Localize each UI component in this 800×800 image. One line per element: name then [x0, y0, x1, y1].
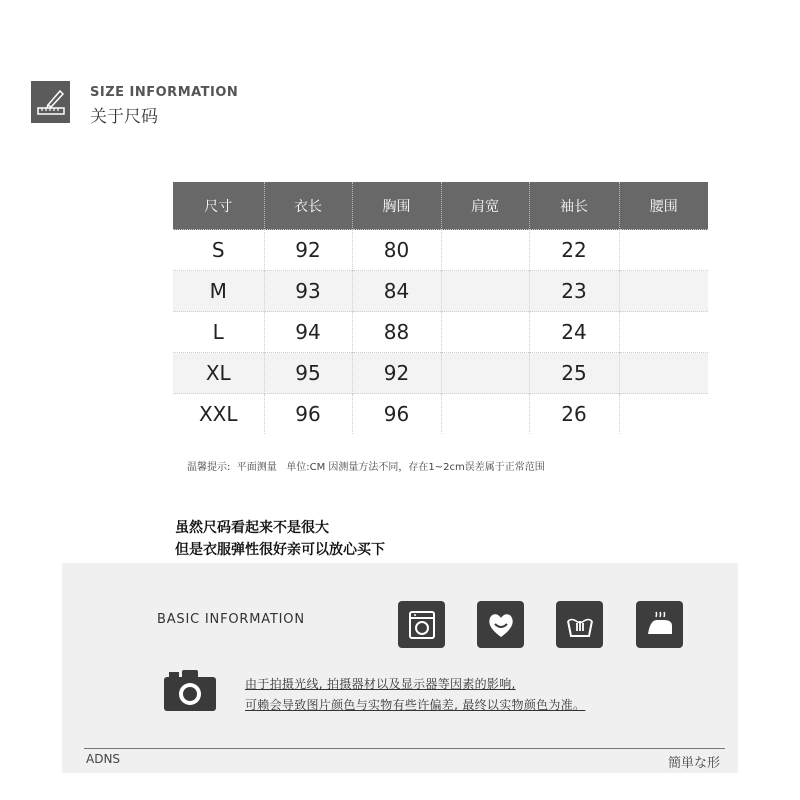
table-header-cell: 衣长: [264, 182, 352, 230]
camera-icon: [163, 668, 217, 716]
table-header-cell: 袖长: [529, 182, 619, 230]
ruler-pencil-icon: [31, 81, 70, 123]
table-header-cell: 腰围: [619, 182, 708, 230]
table-cell: 25: [529, 353, 619, 394]
table-cell: [619, 394, 708, 435]
table-cell: 24: [529, 312, 619, 353]
table-row: [173, 312, 708, 353]
table-cell: [441, 312, 529, 353]
table-cell: 22: [529, 230, 619, 271]
table-cell: XL: [173, 353, 264, 394]
footer-divider: [84, 748, 725, 749]
table-row: [173, 230, 708, 271]
table-cell: 26: [529, 394, 619, 435]
table-cell: L: [173, 312, 264, 353]
disclaimer-line-2: 可赖会导致图片颜色与实物有些许偏差, 最终以实物颜色为准。: [245, 698, 586, 712]
hand-wash-heart-icon: [477, 601, 524, 648]
table-cell: 94: [264, 312, 352, 353]
iron-icon: [636, 601, 683, 648]
table-cell: [441, 271, 529, 312]
table-header-cell: 尺寸: [173, 182, 264, 230]
table-cell: [619, 271, 708, 312]
hand-wash-basin-icon: [556, 601, 603, 648]
table-cell: 88: [352, 312, 441, 353]
promo-line-1: 虽然尺码看起来不是很大: [175, 520, 329, 536]
table-row: [173, 353, 708, 394]
table-cell: M: [173, 271, 264, 312]
table-header-cell: 肩宽: [441, 182, 529, 230]
table-row: [173, 271, 708, 312]
table-header-cell: 胸围: [352, 182, 441, 230]
table-cell: 93: [264, 271, 352, 312]
measurement-note: 温馨提示: 平面测量 单位:CM 因测量方法不同，存在1~2cm误差属于正常范围: [187, 462, 545, 473]
table-cell: [441, 230, 529, 271]
table-cell: 96: [352, 394, 441, 435]
brand-slogan: 簡単な形: [668, 756, 721, 771]
section-title-cn: 关于尺码: [90, 107, 158, 127]
table-cell: [441, 353, 529, 394]
table-cell: S: [173, 230, 264, 271]
promo-line-2: 但是衣服弹性很好亲可以放心买下: [175, 542, 385, 558]
brand-name: ADNS: [86, 752, 121, 766]
table-cell: XXL: [173, 394, 264, 435]
table-cell: 80: [352, 230, 441, 271]
table-cell: [619, 353, 708, 394]
table-cell: 23: [529, 271, 619, 312]
section-title-en: SIZE INFORMATION: [90, 85, 239, 100]
table-header-row: [173, 182, 708, 230]
disclaimer-line-1: 由于拍摄光线, 拍摄器材以及显示器等因素的影响,: [245, 677, 516, 691]
size-table: [173, 182, 708, 434]
table-cell: 95: [264, 353, 352, 394]
table-cell: 84: [352, 271, 441, 312]
table-row: [173, 394, 708, 435]
table-cell: [441, 394, 529, 435]
washing-machine-icon: [398, 601, 445, 648]
table-cell: [619, 230, 708, 271]
table-cell: 92: [264, 230, 352, 271]
table-cell: 92: [352, 353, 441, 394]
table-cell: [619, 312, 708, 353]
basic-info-title: BASIC INFORMATION: [157, 612, 305, 627]
table-cell: 96: [264, 394, 352, 435]
